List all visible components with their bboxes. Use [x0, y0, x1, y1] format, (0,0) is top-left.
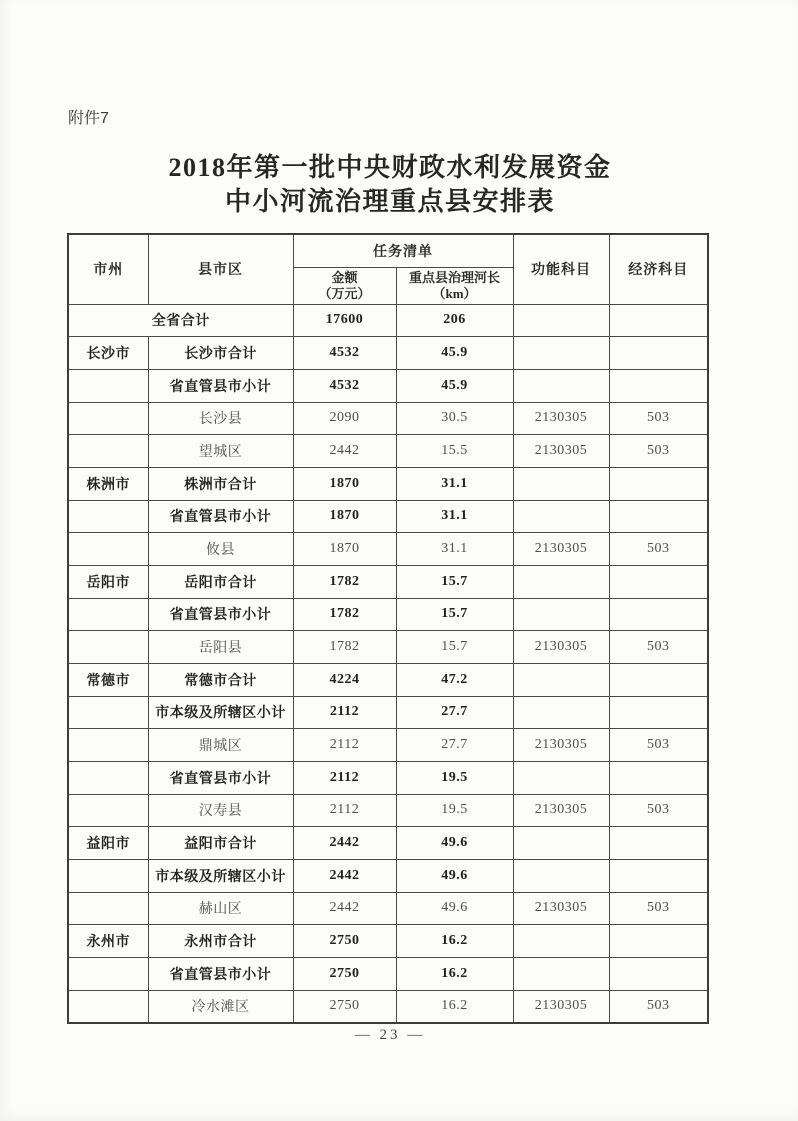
amount-cell: 2090	[293, 402, 396, 435]
functional-subject-cell	[513, 467, 609, 500]
city-cell	[68, 500, 148, 533]
economic-subject-cell	[609, 369, 708, 402]
header-task-list: 任务清单	[293, 234, 513, 267]
functional-subject-cell	[513, 761, 609, 794]
city-cell	[68, 533, 148, 566]
economic-subject-cell: 503	[609, 729, 708, 762]
economic-subject-cell	[609, 467, 708, 500]
amount-cell: 4532	[293, 369, 396, 402]
table-row	[68, 565, 708, 598]
county-cell: 长沙县	[148, 402, 293, 435]
functional-subject-cell: 2130305	[513, 990, 609, 1023]
county-cell: 冷水滩区	[148, 990, 293, 1023]
city-cell	[68, 859, 148, 892]
city-cell	[68, 990, 148, 1023]
amount-cell: 1870	[293, 533, 396, 566]
amount-cell: 2112	[293, 696, 396, 729]
river-length-cell: 49.6	[396, 827, 513, 860]
county-cell: 益阳市合计	[148, 827, 293, 860]
table-row	[68, 304, 708, 337]
title-line-2: 中小河流治理重点县安排表	[224, 187, 555, 216]
functional-subject-cell	[513, 827, 609, 860]
county-cell: 望城区	[148, 435, 293, 468]
attachment-label: 附件7	[68, 110, 109, 127]
amount-cell: 2750	[293, 957, 396, 990]
functional-subject-cell	[513, 859, 609, 892]
table-row	[68, 467, 708, 500]
river-length-cell: 19.5	[396, 761, 513, 794]
functional-subject-cell	[513, 663, 609, 696]
city-cell	[68, 631, 148, 664]
table-row	[68, 761, 708, 794]
table-header	[68, 234, 708, 304]
county-cell: 永州市合计	[148, 925, 293, 958]
amount-cell: 1782	[293, 565, 396, 598]
county-cell: 岳阳县	[148, 631, 293, 664]
header-row-1	[68, 234, 708, 267]
river-length-cell: 19.5	[396, 794, 513, 827]
river-length-cell: 31.1	[396, 500, 513, 533]
header-economic-subject: 经济科目	[609, 234, 708, 304]
city-cell	[68, 369, 148, 402]
header-city: 市州	[68, 234, 148, 304]
table-row	[68, 990, 708, 1023]
economic-subject-cell: 503	[609, 631, 708, 664]
river-length-cell: 15.7	[396, 565, 513, 598]
table-row	[68, 631, 708, 664]
county-cell: 省直管县市小计	[148, 598, 293, 631]
river-length-cell: 49.6	[396, 892, 513, 925]
functional-subject-cell	[513, 925, 609, 958]
economic-subject-cell	[609, 696, 708, 729]
amount-cell: 1782	[293, 631, 396, 664]
county-cell: 省直管县市小计	[148, 369, 293, 402]
economic-subject-cell	[609, 827, 708, 860]
title-line-1: 2018年第一批中央财政水利发展资金	[168, 153, 612, 182]
header-functional-subject: 功能科目	[513, 234, 609, 304]
river-length-cell: 30.5	[396, 402, 513, 435]
table-row	[68, 827, 708, 860]
amount-cell: 2112	[293, 729, 396, 762]
header-river-length	[396, 267, 513, 304]
river-length-cell: 47.2	[396, 663, 513, 696]
header-river-line-1: 重点县治理河长	[408, 269, 500, 285]
river-length-cell: 15.7	[396, 631, 513, 664]
header-river-line-2: （km）	[432, 285, 477, 301]
table-row	[68, 729, 708, 762]
functional-subject-cell: 2130305	[513, 631, 609, 664]
county-cell: 省直管县市小计	[148, 761, 293, 794]
functional-subject-cell: 2130305	[513, 729, 609, 762]
functional-subject-cell	[513, 957, 609, 990]
header-amount-line-2: （万元）	[318, 285, 371, 301]
economic-subject-cell	[609, 598, 708, 631]
table-row	[68, 696, 708, 729]
economic-subject-cell	[609, 337, 708, 370]
amount-cell: 2442	[293, 892, 396, 925]
city-cell	[68, 696, 148, 729]
amount-cell: 2442	[293, 859, 396, 892]
economic-subject-cell: 503	[609, 892, 708, 925]
functional-subject-cell: 2130305	[513, 402, 609, 435]
amount-cell: 17600	[293, 304, 396, 337]
river-length-cell: 206	[396, 304, 513, 337]
table-row	[68, 957, 708, 990]
functional-subject-cell	[513, 696, 609, 729]
city-cell: 长沙市	[68, 337, 148, 370]
river-length-cell: 27.7	[396, 729, 513, 762]
table-row	[68, 598, 708, 631]
economic-subject-cell	[609, 565, 708, 598]
economic-subject-cell: 503	[609, 402, 708, 435]
economic-subject-cell: 503	[609, 794, 708, 827]
page-number: — 23 —	[354, 1027, 426, 1043]
functional-subject-cell: 2130305	[513, 533, 609, 566]
county-cell: 攸县	[148, 533, 293, 566]
economic-subject-cell	[609, 304, 708, 337]
economic-subject-cell	[609, 761, 708, 794]
river-length-cell: 16.2	[396, 925, 513, 958]
table-row	[68, 663, 708, 696]
city-cell: 株洲市	[68, 467, 148, 500]
county-cell: 岳阳市合计	[148, 565, 293, 598]
amount-cell: 2750	[293, 990, 396, 1023]
city-cell	[68, 598, 148, 631]
functional-subject-cell	[513, 598, 609, 631]
amount-cell: 1782	[293, 598, 396, 631]
river-length-cell: 31.1	[396, 533, 513, 566]
functional-subject-cell	[513, 565, 609, 598]
county-cell: 鼎城区	[148, 729, 293, 762]
table-row	[68, 435, 708, 468]
city-cell: 岳阳市	[68, 565, 148, 598]
table-row	[68, 859, 708, 892]
city-cell: 常德市	[68, 663, 148, 696]
city-cell: 益阳市	[68, 827, 148, 860]
county-cell: 常德市合计	[148, 663, 293, 696]
city-cell	[68, 892, 148, 925]
amount-cell: 2750	[293, 925, 396, 958]
amount-cell: 2112	[293, 794, 396, 827]
river-length-cell: 15.5	[396, 435, 513, 468]
county-cell: 汉寿县	[148, 794, 293, 827]
amount-cell: 4224	[293, 663, 396, 696]
county-cell: 省直管县市小计	[148, 957, 293, 990]
city-cell	[68, 402, 148, 435]
amount-cell: 1870	[293, 467, 396, 500]
city-cell	[68, 761, 148, 794]
functional-subject-cell	[513, 304, 609, 337]
river-length-cell: 27.7	[396, 696, 513, 729]
amount-cell: 2112	[293, 761, 396, 794]
river-length-cell: 49.6	[396, 859, 513, 892]
economic-subject-cell: 503	[609, 435, 708, 468]
functional-subject-cell: 2130305	[513, 794, 609, 827]
header-amount-line-1: 金额	[331, 269, 358, 285]
table-row	[68, 500, 708, 533]
functional-subject-cell	[513, 337, 609, 370]
economic-subject-cell	[609, 500, 708, 533]
county-cell: 省直管县市小计	[148, 500, 293, 533]
city-cell	[68, 729, 148, 762]
table-row	[68, 794, 708, 827]
functional-subject-cell	[513, 369, 609, 402]
economic-subject-cell	[609, 925, 708, 958]
header-amount	[293, 267, 396, 304]
table-body	[68, 304, 708, 1023]
economic-subject-cell: 503	[609, 990, 708, 1023]
functional-subject-cell: 2130305	[513, 435, 609, 468]
county-cell: 市本级及所辖区小计	[148, 859, 293, 892]
river-length-cell: 16.2	[396, 990, 513, 1023]
economic-subject-cell	[609, 957, 708, 990]
amount-cell: 4532	[293, 337, 396, 370]
city-cell	[68, 794, 148, 827]
city-county-cell: 全省合计	[68, 304, 293, 337]
table-row	[68, 369, 708, 402]
table-row	[68, 402, 708, 435]
economic-subject-cell: 503	[609, 533, 708, 566]
river-length-cell: 31.1	[396, 467, 513, 500]
functional-subject-cell: 2130305	[513, 892, 609, 925]
county-cell: 赫山区	[148, 892, 293, 925]
river-length-cell: 45.9	[396, 337, 513, 370]
city-cell	[68, 435, 148, 468]
economic-subject-cell	[609, 859, 708, 892]
table-row	[68, 533, 708, 566]
table-row	[68, 892, 708, 925]
table-row	[68, 337, 708, 370]
river-length-cell: 16.2	[396, 957, 513, 990]
table-row	[68, 925, 708, 958]
amount-cell: 2442	[293, 435, 396, 468]
amount-cell: 2442	[293, 827, 396, 860]
city-cell	[68, 957, 148, 990]
river-length-cell: 15.7	[396, 598, 513, 631]
functional-subject-cell	[513, 500, 609, 533]
amount-cell: 1870	[293, 500, 396, 533]
county-cell: 长沙市合计	[148, 337, 293, 370]
county-cell: 市本级及所辖区小计	[148, 696, 293, 729]
document-title	[0, 151, 780, 219]
city-cell: 永州市	[68, 925, 148, 958]
county-cell: 株洲市合计	[148, 467, 293, 500]
header-county: 县市区	[148, 234, 293, 304]
economic-subject-cell	[609, 663, 708, 696]
allocation-table	[67, 233, 709, 1024]
river-length-cell: 45.9	[396, 369, 513, 402]
